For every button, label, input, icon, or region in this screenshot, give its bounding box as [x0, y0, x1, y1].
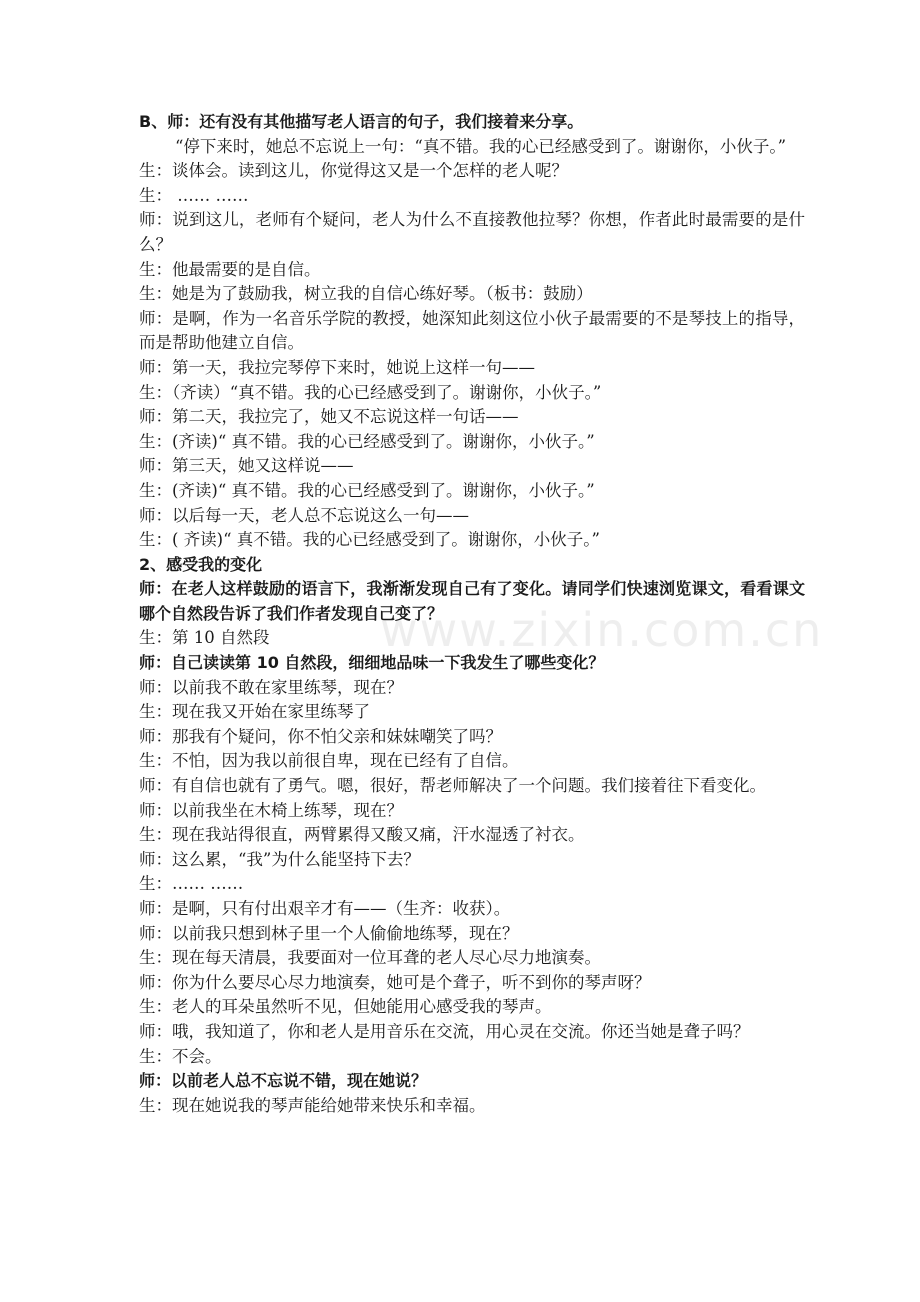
dialogue-line: 生：第 10 自然段	[139, 628, 270, 648]
dialogue-line: 生：谈体会。读到这儿，你觉得这又是一个怎样的老人呢？	[139, 161, 568, 181]
dialogue-line: 师：第三天，她又这样说——	[139, 456, 354, 476]
dialogue-line: 师：第一天，我拉完琴停下来时，她说上这样一句——	[139, 357, 535, 377]
dialogue-line: 生：不怕，因为我以前很自卑，现在已经有了自信。	[139, 751, 519, 771]
dialogue-line: 师：这么累，“我”为什么能坚持下去？	[139, 849, 420, 869]
dialogue-line: 师：那我有个疑问，你不怕父亲和妹妹嘲笑了吗？	[139, 726, 502, 746]
dialogue-line: 师：你为什么要尽心尽力地演奏，她可是个聋子，听不到你的琴声呀？	[139, 972, 651, 992]
dialogue-line: 生：不会。	[139, 1046, 222, 1066]
heading-line: 2、感受我的变化	[139, 554, 263, 574]
dialogue-line: 师：第二天，我拉完了，她又不忘说这样一句话——	[139, 407, 519, 427]
dialogue-line: 生：现在我站得很直，两臂累得又酸又痛，汗水湿透了衬衣。	[139, 825, 585, 845]
dialogue-line: 生：他最需要的是自信。	[139, 259, 321, 279]
dialogue-line: 师：以前我只想到林子里一个人偷偷地练琴，现在？	[139, 923, 519, 943]
heading-line: 师：以前老人总不忘说不错，现在她说？	[139, 1071, 428, 1091]
dialogue-line: 师：是啊，作为一名音乐学院的教授，她深知此刻这位小伙子最需要的不是琴技上的指导，而是帮助他建立自信。	[139, 308, 805, 353]
dialogue-line: 生： …… ……	[139, 185, 249, 205]
dialogue-line: 生：（齐读）“真不错。我的心已经感受到了。谢谢你，小伙子。”	[139, 382, 602, 402]
heading-line: B、师：还有没有其他描写老人语言的句子，我们接着来分享。	[139, 112, 584, 131]
dialogue-line: 生：现在每天清晨，我要面对一位耳聋的老人尽心尽力地演奏。	[139, 948, 601, 968]
dialogue-line: 师：以前我不敢在家里练琴，现在？	[139, 677, 403, 697]
dialogue-line: 生：(齐读)“ 真不错。我的心已经感受到了。谢谢你，小伙子。”	[139, 431, 595, 451]
heading-line: 师：在老人这样鼓励的语言下，我渐渐发现自己有了变化。请同学们快速浏览课文，看看课文哪个自然段告诉了我们作者发现自己变了？	[139, 579, 805, 623]
heading-line: 师：自己读读第 10 自然段，细细地品味一下我发生了哪些变化？	[139, 653, 605, 673]
dialogue-line: 生：…… ……	[139, 874, 244, 894]
document-body	[139, 110, 805, 1118]
dialogue-line: 生：( 齐读)“ 真不错。我的心已经感受到了。谢谢你，小伙子。”	[139, 530, 600, 550]
dialogue-line: 生：老人的耳朵虽然听不见，但她能用心感受我的琴声。	[139, 997, 552, 1017]
dialogue-line: 生：现在我又开始在家里练琴了	[139, 702, 370, 722]
dialogue-line: 生：现在她说我的琴声能给她带来快乐和幸福。	[139, 1095, 486, 1115]
dialogue-line: “停下来时，她总不忘说上一句：“真不错。我的心已经感受到了。谢谢你，小伙子。”	[175, 136, 787, 156]
watermark: www.zixin.com.cn	[380, 603, 824, 657]
dialogue-line: 师：以后每一天，老人总不忘说这么一句——	[139, 505, 469, 525]
dialogue-line: 师：以前我坐在木椅上练琴，现在？	[139, 800, 403, 820]
dialogue-line: 生：她是为了鼓励我，树立我的自信心练好琴。（板书：鼓励）	[139, 284, 593, 304]
dialogue-line: 生：(齐读)“ 真不错。我的心已经感受到了。谢谢你，小伙子。”	[139, 480, 595, 500]
dialogue-line: 师：说到这儿，老师有个疑问，老人为什么不直接教他拉琴？你想，作者此时最需要的是什么？	[139, 210, 805, 254]
dialogue-line: 师：有自信也就有了勇气。嗯，很好，帮老师解决了一个问题。我们接着往下看变化。	[139, 776, 766, 796]
dialogue-line: 师：是啊，只有付出艰辛才有——（生齐：收获）。	[139, 899, 511, 918]
dialogue-line: 师：哦，我知道了，你和老人是用音乐在交流，用心灵在交流。你还当她是聋子吗？	[139, 1021, 750, 1041]
